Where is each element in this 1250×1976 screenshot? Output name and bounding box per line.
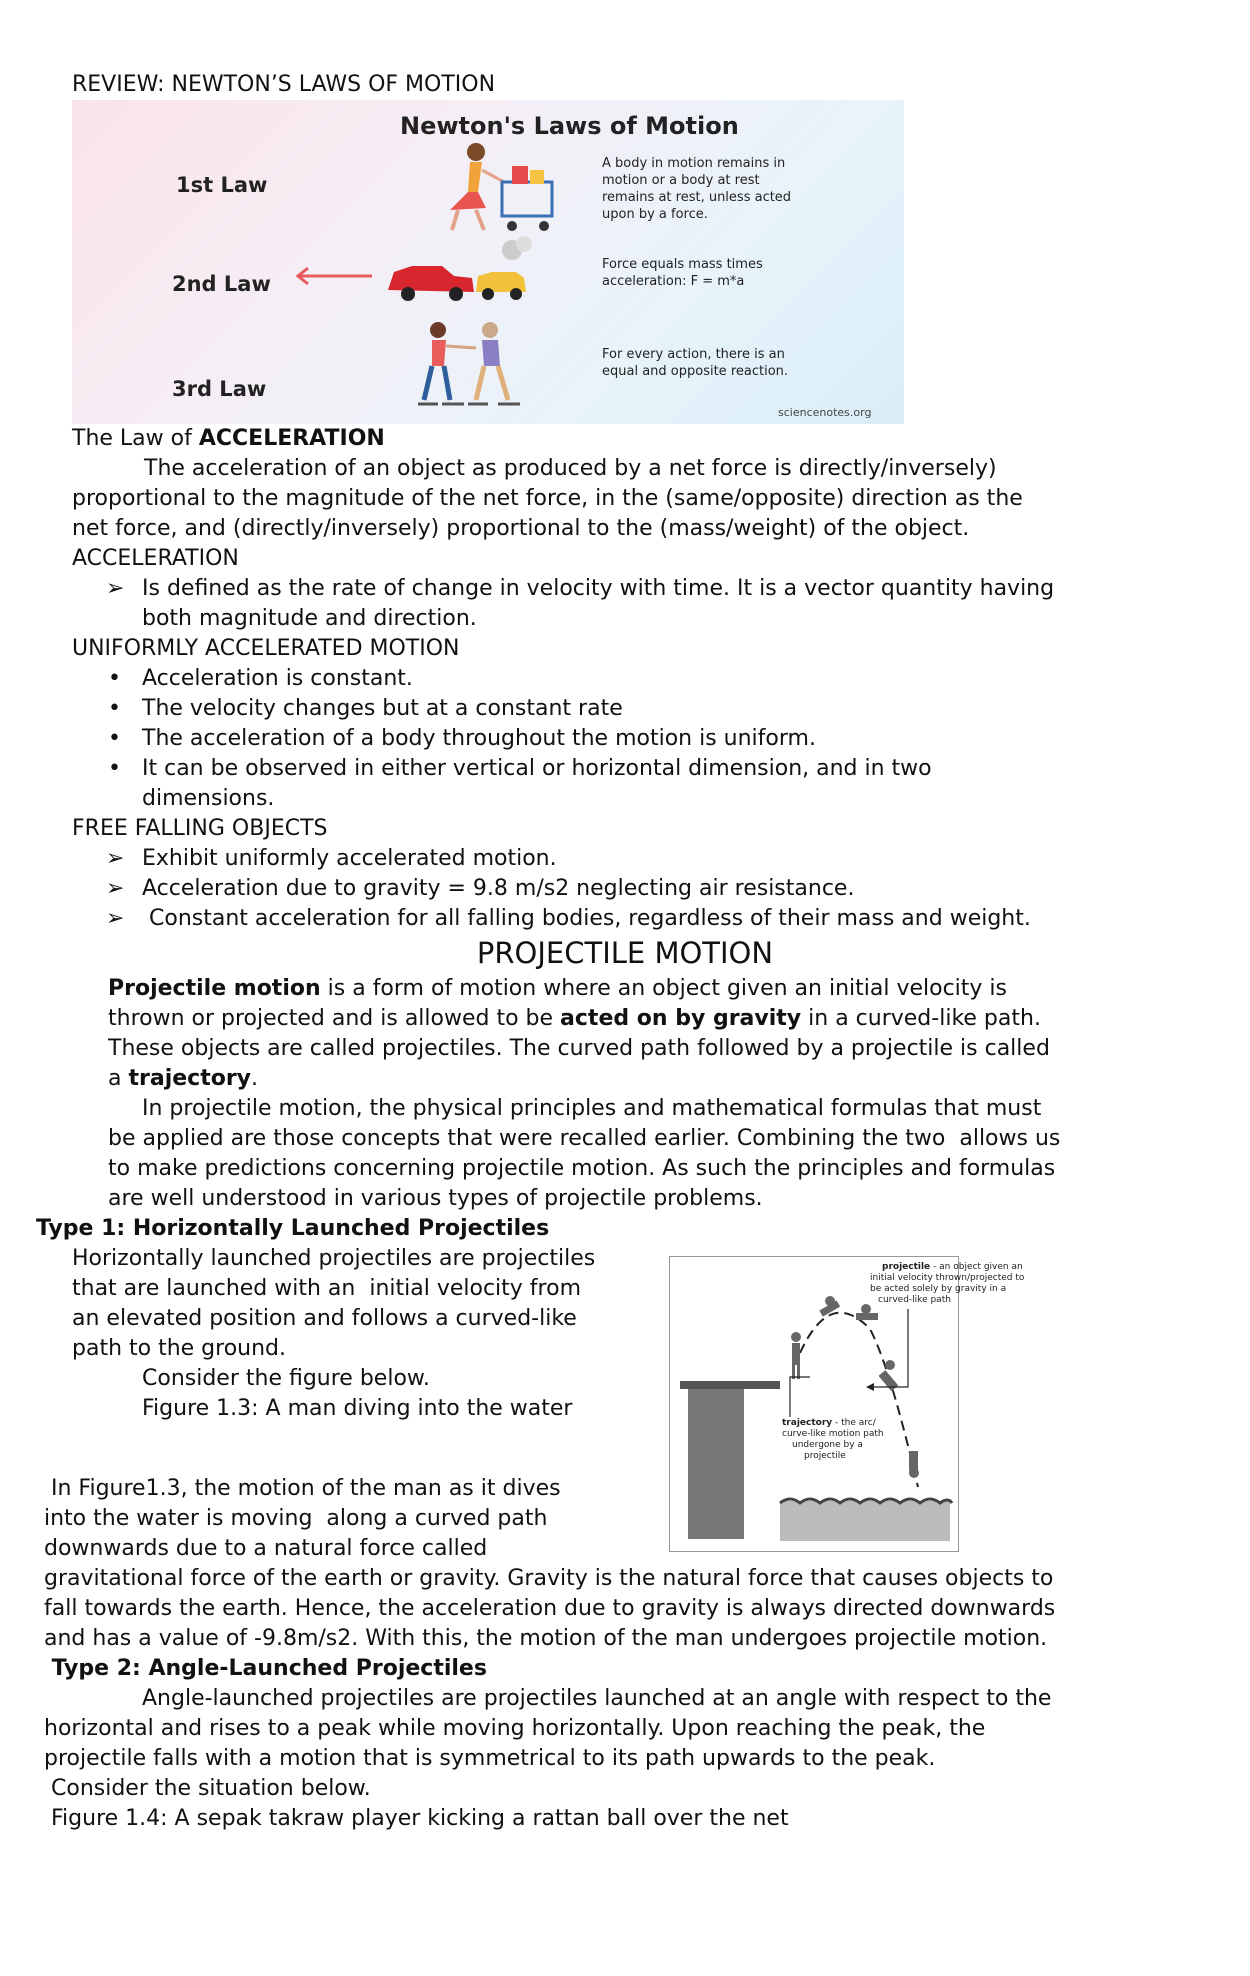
law-text-line: A body in motion remains in [602, 156, 786, 171]
law-label: 2nd Law [172, 272, 271, 296]
paragraph-line: proportional to the magnitude of the net force, in the (same/opposite) direction as the [72, 486, 1023, 511]
bullet-icon: • [108, 726, 121, 751]
list-item: The acceleration of a body throughout the motion is uniform. [142, 726, 816, 751]
paragraph-line: an elevated position and follows a curved-like [72, 1306, 577, 1331]
acceleration-heading: ACCELERATION [72, 546, 239, 571]
paragraph-line: Projectile motion is a form of motion where an object given an initial velocity is [108, 976, 1007, 1001]
paragraph-line: Horizontally launched projectiles are projectiles [72, 1246, 596, 1271]
car-collision-illustration [298, 236, 532, 301]
projectile-label: projectile [882, 1262, 931, 1272]
bullet-icon: • [108, 696, 121, 721]
list-item: dimensions. [142, 786, 275, 811]
list-item: both magnitude and direction. [142, 606, 477, 631]
paragraph-line: into the water is moving along a curved path [44, 1506, 548, 1531]
paragraph-line: are well understood in various types of projectile problems. [108, 1186, 763, 1211]
paragraph-line: and has a value of -9.8m/s2. With this, the motion of the man undergoes projectile motion. [44, 1626, 1048, 1651]
arrow-bullet-icon: ➢ [106, 906, 125, 931]
paragraph-line: These objects are called projectiles. The curved path followed by a projectile is called [108, 1036, 1050, 1061]
list-item: Exhibit uniformly accelerated motion. [142, 846, 557, 871]
paragraph-line: The acceleration of an object as produced by a net force is directly/inversely) [144, 456, 997, 481]
law-label: 3rd Law [172, 377, 267, 401]
paragraph-line: fall towards the earth. Hence, the acceleration due to gravity is always directed downwards [44, 1596, 1056, 1621]
law-text-line: remains at rest, unless acted [602, 190, 792, 205]
trajectory-pointer [790, 1377, 810, 1417]
law-of-acceleration-heading: The Law of ACCELERATION [72, 426, 385, 451]
infographic-credit: sciencenotes.org [778, 406, 872, 419]
paragraph-line: horizontal and rises to a peak while moving horizontally. Upon reaching the peak, the [44, 1716, 986, 1741]
platform-tower [688, 1389, 744, 1539]
law-text-line: upon by a force. [602, 207, 708, 222]
type2-heading: Type 2: Angle-Launched Projectiles [44, 1656, 487, 1681]
uam-heading: UNIFORMLY ACCELERATED MOTION [72, 636, 460, 661]
paragraph-line: In projectile motion, the physical principles and mathematical formulas that must [142, 1096, 1042, 1121]
list-item: Acceleration is constant. [142, 666, 413, 691]
projectile-desc: - an object given an [930, 1262, 1023, 1272]
projectile-desc: curved-like path [878, 1295, 951, 1305]
paragraph-line: gravitational force of the earth or gravity. Gravity is the natural force that causes objects to [44, 1566, 1054, 1591]
arrow-bullet-icon: ➢ [106, 576, 125, 601]
trajectory-desc: undergone by a [792, 1440, 863, 1450]
law-text-line: equal and opposite reaction. [602, 364, 789, 379]
projectile-desc: be acted solely by gravity in a [870, 1284, 1007, 1294]
skaters-illustration [418, 322, 520, 404]
trajectory-desc: - the arc/ [832, 1418, 876, 1428]
law-label: 1st Law [176, 173, 268, 197]
list-item: Constant acceleration for all falling bodies, regardless of their mass and weight. [142, 906, 1031, 931]
paragraph-line: projectile falls with a motion that is symmetrical to its path upwards to the peak. [44, 1746, 936, 1771]
law-text-line: Force equals mass times [602, 257, 763, 272]
platform [680, 1381, 780, 1389]
paragraph-line: that are launched with an initial velocity from [72, 1276, 581, 1301]
free-fall-heading: FREE FALLING OBJECTS [72, 816, 328, 841]
bullet-icon: • [108, 756, 121, 781]
figure-caption: Figure 1.4: A sepak takraw player kicking a rattan ball over the net [44, 1806, 789, 1831]
consider-text: Consider the figure below. [142, 1366, 430, 1391]
paragraph-line: Angle-launched projectiles are projectiles launched at an angle with respect to the [142, 1686, 1052, 1711]
shopping-cart-illustration [450, 143, 552, 231]
law-text-line: motion or a body at rest [602, 173, 760, 188]
paragraph-line: downwards due to a natural force called [44, 1536, 488, 1561]
paragraph-line: In Figure1.3, the motion of the man as it dives [44, 1476, 561, 1501]
svg-text:trajectory - the arc/ [782, 1418, 877, 1428]
list-item: The velocity changes but at a constant rate [142, 696, 623, 721]
infographic-title: Newton's Laws of Motion [400, 112, 739, 140]
paragraph-line: net force, and (directly/inversely) proportional to the (mass/weight) of the object. [72, 516, 970, 541]
figure-caption: Figure 1.3: A man diving into the water [142, 1396, 573, 1421]
list-item: It can be observed in either vertical or horizontal dimension, and in two [142, 756, 932, 781]
consider-text: Consider the situation below. [44, 1776, 371, 1801]
arrow-bullet-icon: ➢ [106, 876, 125, 901]
bullet-icon: • [108, 666, 121, 691]
water [780, 1501, 950, 1541]
list-item: Is defined as the rate of change in velocity with time. It is a vector quantity having [142, 576, 1055, 601]
projectile-desc: initial velocity thrown/projected to [870, 1273, 1025, 1283]
paragraph-line: path to the ground. [72, 1336, 287, 1361]
section-title: PROJECTILE MOTION [476, 936, 774, 970]
svg-text:projectile - an object given a [882, 1262, 1023, 1272]
paragraph-line: thrown or projected and is allowed to be acted on by gravity in a curved-like path. [108, 1006, 1041, 1031]
newtons-laws-infographic [72, 100, 904, 424]
trajectory-desc: curve-like motion path [782, 1429, 884, 1439]
arrow-bullet-icon: ➢ [106, 846, 125, 871]
list-item: Acceleration due to gravity = 9.8 m/s2 neglecting air resistance. [142, 876, 855, 901]
paragraph-line: a trajectory. [108, 1066, 259, 1091]
review-title: REVIEW: NEWTON’S LAWS OF MOTION [72, 72, 496, 97]
type1-heading: Type 1: Horizontally Launched Projectiles [36, 1216, 550, 1241]
paragraph-line: to make predictions concerning projectile motion. As such the principles and formulas [108, 1156, 1056, 1181]
trajectory-desc: projectile [804, 1451, 846, 1461]
diver-figure [669, 1256, 1025, 1552]
law-text-line: acceleration: F = m*a [602, 274, 745, 289]
trajectory-label: trajectory [782, 1418, 833, 1428]
paragraph-line: be applied are those concepts that were recalled earlier. Combining the two allows us [108, 1126, 1061, 1151]
law-text-line: For every action, there is an [602, 347, 785, 362]
